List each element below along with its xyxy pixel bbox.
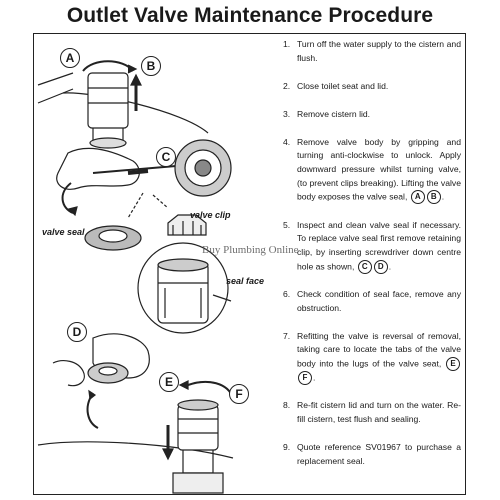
step-body: Remove cistern lid. [297, 108, 371, 119]
step-body: Re-fit cistern lid and turn on the water. Re-fill cistern, test flush and sealing. [297, 400, 461, 424]
step-ref-marker: C [358, 260, 372, 274]
step-item [283, 38, 461, 65]
marker-a: A [60, 48, 80, 68]
step-text [297, 219, 461, 274]
step-ref-marker: D [374, 260, 388, 274]
step-item [283, 288, 461, 315]
step-item [283, 80, 461, 94]
step-body: Refitting the valve is reversal of removal, taking care to locate the tabs of the valve body into the lugs of the valve seat, [297, 330, 461, 369]
step-body: Turn off the water supply to the cistern and flush. [297, 39, 461, 63]
marker-c: C [156, 147, 176, 167]
marker-e: E [159, 372, 179, 392]
marker-f: F [229, 384, 249, 404]
valve-illustration [33, 33, 273, 495]
step-number: 4. [283, 136, 291, 147]
label-valve-clip: valve clip [190, 210, 231, 220]
step-item [283, 136, 461, 204]
step-ref-marker: A [411, 190, 425, 204]
step-ref-marker: B [427, 190, 441, 204]
step-item [283, 330, 461, 385]
step-body: Remove valve body by gripping and turning anti-clockwise to unlock. Apply downward pressure whilst turning valve, (to prevent clips breaking). Lifting the valve body exposes the valve seal, [297, 136, 461, 202]
step-text [297, 288, 461, 315]
step-item [283, 399, 461, 426]
step-text [297, 136, 461, 204]
step-end: . [441, 191, 445, 202]
step-text [297, 80, 461, 94]
step-number: 5. [283, 219, 291, 230]
page-title: Outlet Valve Maintenance Procedure [66, 4, 434, 27]
label-seal-face: seal face [226, 276, 265, 286]
step-text [297, 38, 461, 65]
step-number: 1. [283, 39, 291, 49]
step-number: 3. [283, 108, 291, 119]
marker-b: B [141, 56, 161, 76]
step-end: . [388, 260, 392, 271]
step-number: 6. [283, 289, 291, 300]
step-ref-marker: F [298, 371, 312, 385]
step-text [297, 399, 461, 426]
step-body: Check condition of seal face, remove any obstruction. [297, 289, 461, 313]
step-number: 7. [283, 330, 291, 341]
label-valve-seal: valve seal [42, 227, 85, 237]
step-text [297, 330, 461, 385]
step-number: 9. [283, 442, 291, 453]
step-item [283, 108, 461, 122]
step-text [297, 441, 461, 468]
step-body: Quote reference SV01967 to purchase a replacement seal. [297, 442, 461, 466]
step-number: 8. [283, 400, 291, 411]
step-body: Inspect and clean valve seal if necessary. To replace valve seal first remove retaining clip, by inserting screwdriver down centre hole as shown, [297, 219, 461, 271]
step-ref-marker: E [446, 357, 460, 371]
step-end: . [313, 372, 316, 383]
watermark-text: Buy Plumbing Online [202, 244, 299, 256]
steps-list [283, 38, 461, 483]
step-body: Close toilet seat and lid. [297, 80, 389, 91]
step-text [297, 108, 461, 122]
step-item [283, 219, 461, 274]
step-item [283, 441, 461, 468]
step-number: 2. [283, 80, 291, 91]
marker-d: D [67, 322, 87, 342]
